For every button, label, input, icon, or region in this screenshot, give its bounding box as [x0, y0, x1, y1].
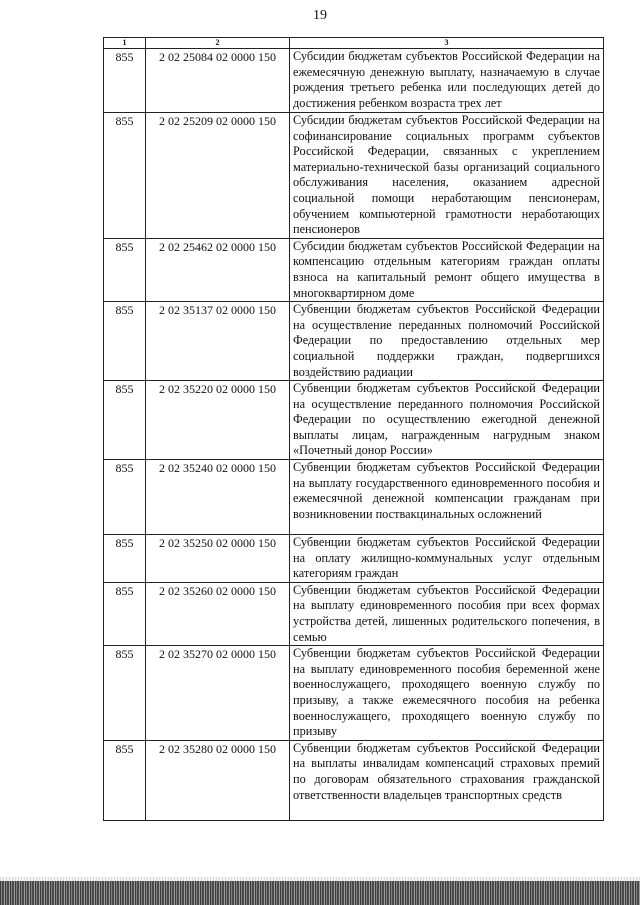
description-cell: Субсидии бюджетам субъектов Российской Федерации на софинансирование социальных программ субъектов Российской Федерации, связанных с укреплением материально-технической базы организаций социального обслуживания населения, оказанием адресной социальной помощи неработающим пенсионерам, обучением компьютерной грамотности неработающих пенсионеров: [290, 113, 604, 239]
budget-code-cell: 2 02 35270 02 0000 150: [146, 646, 290, 741]
budget-code-cell: 2 02 35280 02 0000 150: [146, 740, 290, 820]
description-cell: Субвенции бюджетам субъектов Российской Федерации на выплаты инвалидам компенсаций страховых премий по договорам обязательного страхования гражданской ответственности владельцев транспортных средств: [290, 740, 604, 820]
description-cell: Субвенции бюджетам субъектов Российской Федерации на выплату единовременного пособия беременной жене военнослужащего, проходящего военную службу по призыву, а также ежемесячного пособия на ребенка военнослужащего, проходящего военную службу по призыву: [290, 646, 604, 741]
budget-codes-table: [103, 37, 604, 821]
column-header-1: 1: [104, 38, 146, 49]
page-number: 19: [313, 8, 327, 23]
admin-code-cell: 855: [104, 582, 146, 645]
table-header-row: [104, 38, 604, 49]
admin-code-cell: 855: [104, 49, 146, 113]
column-header-3: 3: [290, 38, 604, 49]
table-row: [104, 646, 604, 741]
table-row: [104, 381, 604, 460]
budget-code-cell: 2 02 35250 02 0000 150: [146, 535, 290, 583]
table-row: [104, 238, 604, 301]
table-row: [104, 302, 604, 381]
admin-code-cell: 855: [104, 646, 146, 741]
table-row: [104, 113, 604, 239]
table-row: [104, 49, 604, 113]
admin-code-cell: 855: [104, 238, 146, 301]
admin-code-cell: 855: [104, 113, 146, 239]
budget-code-cell: 2 02 35220 02 0000 150: [146, 381, 290, 460]
description-cell: Субвенции бюджетам субъектов Российской Федерации на выплату единовременного пособия при всех формах устройства детей, лишенных родительского попечения, в семью: [290, 582, 604, 645]
description-cell: Субвенции бюджетам субъектов Российской Федерации на оплату жилищно-коммунальных услуг отдельным категориям граждан: [290, 535, 604, 583]
description-cell: Субсидии бюджетам субъектов Российской Федерации на компенсацию отдельным категориям граждан оплаты взноса на капитальный ремонт общего имущества в многоквартирном доме: [290, 238, 604, 301]
admin-code-cell: 855: [104, 460, 146, 535]
budget-code-cell: 2 02 25462 02 0000 150: [146, 238, 290, 301]
admin-code-cell: 855: [104, 740, 146, 820]
budget-code-cell: 2 02 35240 02 0000 150: [146, 460, 290, 535]
admin-code-cell: 855: [104, 535, 146, 583]
description-cell: Субсидии бюджетам субъектов Российской Федерации на ежемесячную денежную выплату, назначаемую в случае рождения третьего ребенка или последующих детей до достижения ребенком возраста трех лет: [290, 49, 604, 113]
table-row: [104, 740, 604, 820]
budget-code-cell: 2 02 35260 02 0000 150: [146, 582, 290, 645]
budget-code-cell: 2 02 25209 02 0000 150: [146, 113, 290, 239]
table-row: [104, 582, 604, 645]
admin-code-cell: 855: [104, 381, 146, 460]
scan-edge-border: [0, 881, 640, 905]
column-header-2: 2: [146, 38, 290, 49]
description-cell: Субвенции бюджетам субъектов Российской Федерации на осуществление переданного полномочия Российской Федерации по осуществлению ежегодной денежной выплаты лицам, награжденным нагрудным знаком «Почетный донор России»: [290, 381, 604, 460]
budget-code-cell: 2 02 25084 02 0000 150: [146, 49, 290, 113]
budget-code-cell: 2 02 35137 02 0000 150: [146, 302, 290, 381]
description-cell: Субвенции бюджетам субъектов Российской Федерации на выплату государственного единовременного пособия и ежемесячной денежной компенсации гражданам при возникновении поствакцинальных осложнений: [290, 460, 604, 535]
table-row: [104, 535, 604, 583]
table-row: [104, 460, 604, 535]
admin-code-cell: 855: [104, 302, 146, 381]
description-cell: Субвенции бюджетам субъектов Российской Федерации на осуществление переданных полномочий Российской Федерации по предоставлению отдельных мер социальной поддержки граждан, подвергшихся воздействию радиации: [290, 302, 604, 381]
